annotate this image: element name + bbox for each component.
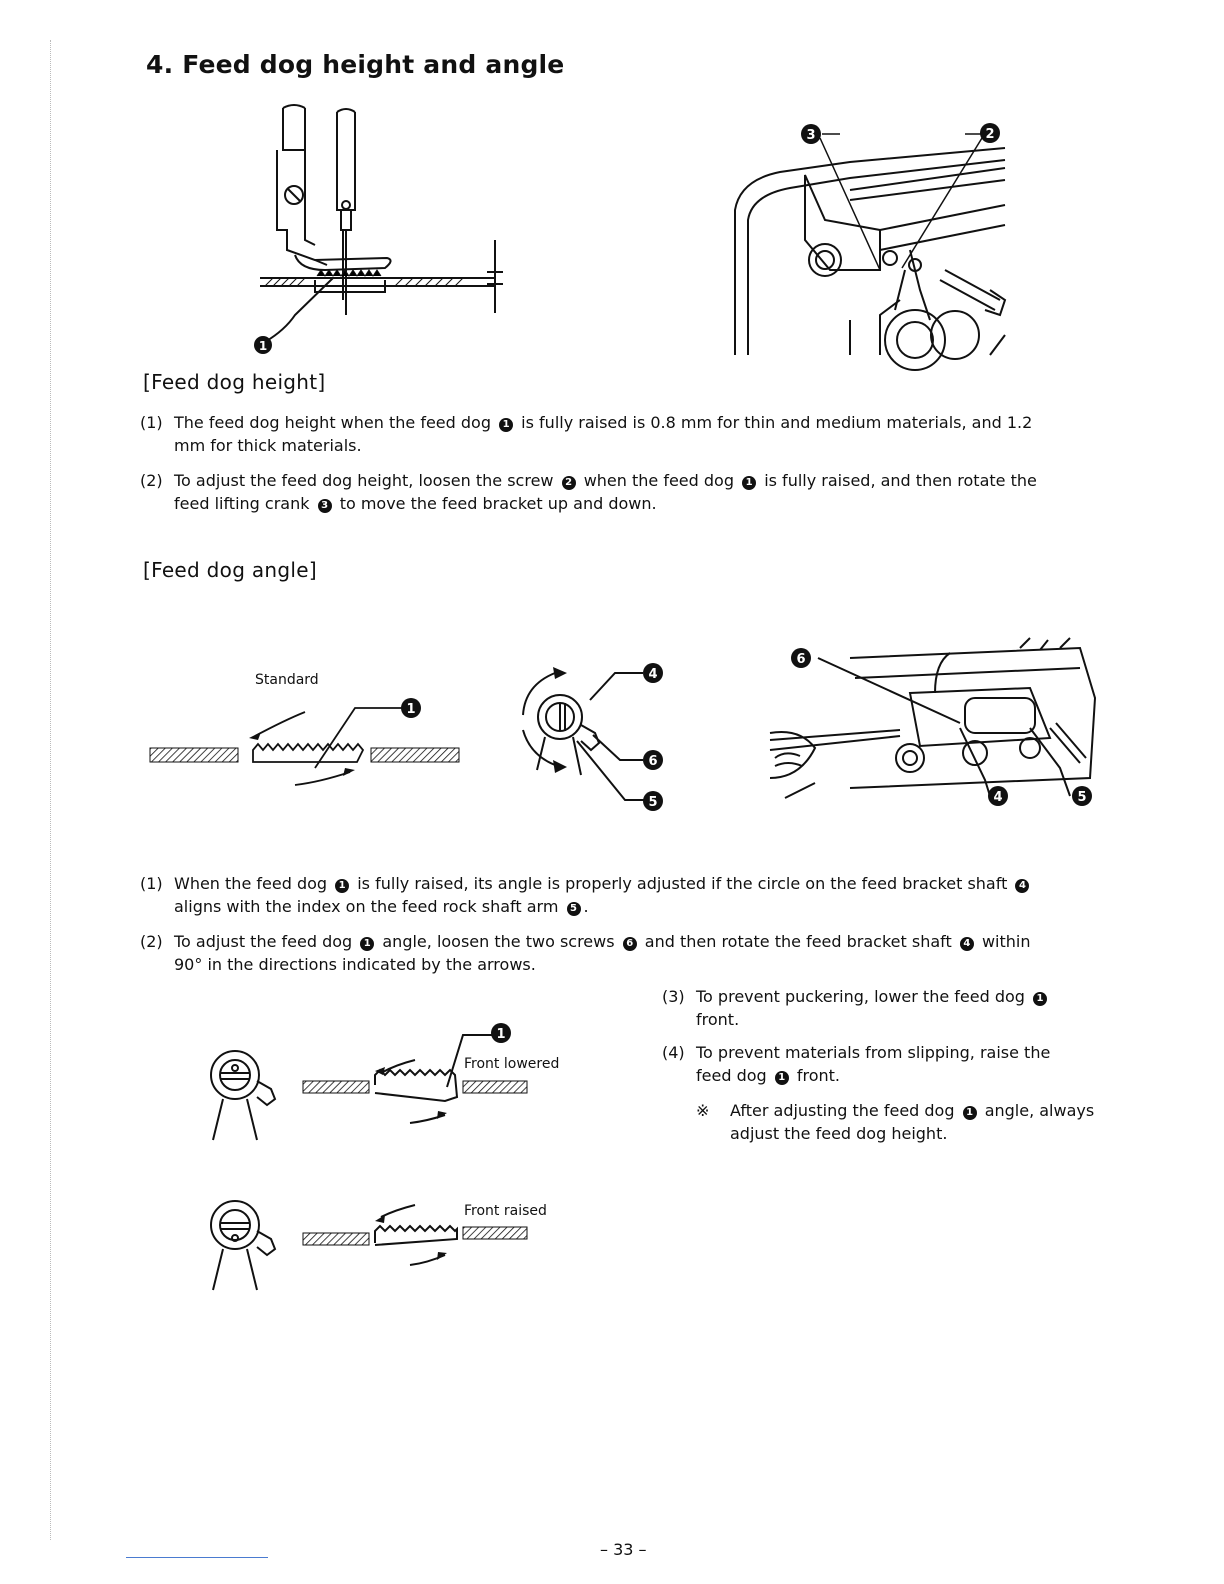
angle-item-1: (1) When the feed dog 1 is fully raised, its angle is properly adjusted if the circle on the feed bracket shaft 4 aligns with the index on the feed rock shaft arm 5 . <box>140 872 1140 922</box>
callout-1: 1 <box>496 1027 506 1042</box>
margin-dots <box>50 40 52 1540</box>
figure-machine-screwdriver <box>760 638 1100 818</box>
figure-front-raised <box>195 1185 555 1295</box>
callout-4: 4 <box>960 937 974 951</box>
callout-1: 1 <box>406 702 416 717</box>
front-lowered-label: Front lowered <box>464 1056 560 1072</box>
page-number: – 33 – <box>600 1540 647 1559</box>
callout-1: 1 <box>1033 992 1047 1006</box>
callout-4: 4 <box>993 790 1003 805</box>
note-mark: ※ <box>696 1101 710 1120</box>
callout-2: 2 <box>985 127 995 142</box>
callout-6: 6 <box>796 652 806 667</box>
figure-standard-angle <box>145 690 475 800</box>
callout-5: 5 <box>567 902 581 916</box>
page-title: 4. Feed dog height and angle <box>146 50 565 79</box>
item-number: (1) <box>140 874 163 893</box>
callout-1: 1 <box>742 476 756 490</box>
height-item-2: (2) To adjust the feed dog height, loosen the screw 2 when the feed dog 1 is fully raised, and then rotate the feed lifting crank 3 to move the feed bracket up and down. <box>140 471 1037 513</box>
callout-4: 4 <box>648 667 658 682</box>
angle-note: ※ After adjusting the feed dog 1 angle, always adjust the feed dog height. <box>696 1101 1095 1143</box>
callout-5: 5 <box>1077 790 1087 805</box>
angle-item-4: (4) To prevent materials from slipping, raise the feed dog 1 front. <box>662 1043 1051 1085</box>
item-number: (4) <box>662 1043 685 1062</box>
callout-1: 1 <box>258 339 268 353</box>
figure-presser-foot <box>255 100 515 360</box>
footer-rule <box>126 1557 268 1558</box>
callout-1: 1 <box>499 418 513 432</box>
callout-1: 1 <box>360 937 374 951</box>
figure-front-lowered <box>195 1015 555 1145</box>
figure-bracket-shaft <box>515 655 685 815</box>
callout-3: 3 <box>318 499 332 513</box>
height-item-1: (1) The feed dog height when the feed dog 1 is fully raised is 0.8 mm for thin and medium materials, and 1.2 mm for thick materials. <box>140 413 1033 455</box>
standard-label: Standard <box>255 672 319 688</box>
callout-2: 2 <box>562 476 576 490</box>
item-number: (2) <box>140 932 163 951</box>
callout-1: 1 <box>963 1106 977 1120</box>
front-raised-label: Front raised <box>464 1203 547 1219</box>
figure-feed-lifting-crank <box>730 120 1020 360</box>
callout-4: 4 <box>1015 879 1029 893</box>
callout-3: 3 <box>806 128 816 143</box>
callout-6: 6 <box>623 937 637 951</box>
feed-dog-height-heading: [Feed dog height] <box>143 370 326 394</box>
callout-1: 1 <box>775 1071 789 1085</box>
item-number: (2) <box>140 471 163 490</box>
angle-item-2: (2) To adjust the feed dog 1 angle, loosen the two screws 6 and then rotate the feed bracket shaft 4 within 90° in the directions indicated by the arrows. <box>140 932 1031 974</box>
callout-1: 1 <box>335 879 349 893</box>
item-number: (1) <box>140 413 163 432</box>
feed-dog-angle-heading: [Feed dog angle] <box>143 558 317 582</box>
callout-6: 6 <box>648 754 658 769</box>
angle-item-3: (3) To prevent puckering, lower the feed dog 1 front. <box>662 985 1132 1035</box>
item-number: (3) <box>662 987 685 1006</box>
callout-5: 5 <box>648 795 658 810</box>
